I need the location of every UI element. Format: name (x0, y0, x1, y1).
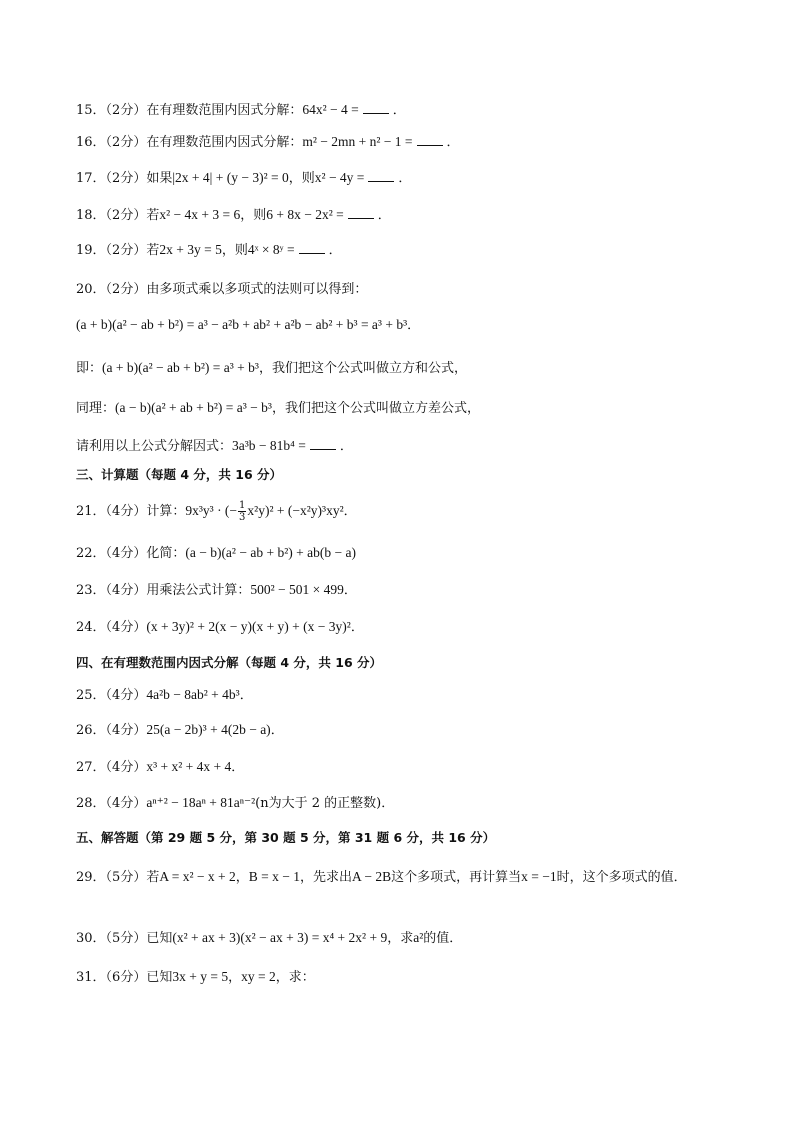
question-number: 16． (76, 135, 106, 150)
question-number: 23． (76, 583, 106, 598)
question-text: 已知 (146, 931, 173, 946)
question-points: （4分） (105, 620, 147, 635)
question-number: 28． (76, 796, 106, 811)
question-points: （4分） (105, 760, 147, 775)
question-text: ， (228, 970, 242, 985)
question-math: x² − 4x + 3 = 6 (159, 207, 241, 222)
question-text: 这个多项式，再计算当 (391, 870, 522, 885)
question-points: （2分） (105, 208, 147, 223)
question-math: a² (413, 930, 424, 945)
section-4-title: 四、在有理数范围内因式分解（每题 4 分，共 16 分） (76, 655, 383, 670)
question-math: 64x² − 4 = (302, 102, 359, 117)
question-math: (a − b)(a² − ab + b²) + ab(b − a) (185, 545, 356, 560)
question-text: 若 (146, 243, 160, 258)
question-text: 同理： (76, 401, 116, 416)
question-math: x³ + x² + 4x + 4 (146, 759, 232, 774)
question-text: 时，这个多项式的值． (556, 870, 687, 885)
question-text: 若 (146, 870, 160, 885)
question-text: ， (235, 870, 249, 885)
question-math: 4a²b − 8ab² + 4b³ (146, 687, 240, 702)
question-27 (76, 757, 734, 778)
question-text: 即： (76, 361, 103, 376)
question-end: ． (343, 504, 357, 519)
question-23 (76, 580, 734, 601)
question-text: 的值． (423, 931, 463, 946)
question-end: ． (392, 103, 406, 118)
question-math: |2x + 4| + (y − 3)² = 0 (172, 170, 289, 185)
question-end: ． (350, 620, 364, 635)
question-text: ，则 (221, 243, 248, 258)
question-points: （6分） (105, 970, 147, 985)
question-end: ． (231, 760, 245, 775)
question-points: （5分） (105, 931, 147, 946)
answer-blank (417, 133, 443, 146)
question-end: ． (339, 439, 353, 454)
question-text: 由多项式乘以多项式的法则可以得到： (146, 282, 368, 297)
question-26 (76, 720, 734, 741)
question-points: （4分） (105, 583, 147, 598)
question-17 (76, 168, 734, 189)
question-math: 6 + 8x − 2x² = (266, 207, 344, 222)
answer-blank (368, 169, 394, 182)
question-math: (a − b)(a² + ab + b²) = a³ − b³ (115, 400, 272, 415)
question-points: （4分） (105, 723, 147, 738)
question-text: 若 (146, 208, 160, 223)
question-31 (76, 967, 734, 988)
question-text: ，则 (288, 171, 315, 186)
q20-task (76, 436, 734, 457)
question-number: 20． (76, 282, 106, 297)
question-number: 29． (76, 870, 106, 885)
question-end: ． (328, 243, 342, 258)
question-math: x² − 4y = (314, 170, 365, 185)
question-points: （4分） (105, 546, 147, 561)
question-end: ． (398, 171, 412, 186)
question-math: (a + b)(a² − ab + b²) = a³ + b³ (102, 360, 259, 375)
answer-blank (363, 101, 389, 114)
question-text: 已知 (146, 970, 173, 985)
question-points: （4分） (105, 796, 147, 811)
question-points: （5分） (105, 870, 147, 885)
question-text: 在有理数范围内因式分解： (146, 103, 303, 118)
question-number: 21． (76, 504, 106, 519)
question-points: （4分） (105, 688, 147, 703)
question-text: 用乘法公式计算： (146, 583, 251, 598)
q20-sum-formula (76, 358, 734, 379)
question-math: A − 2B (352, 869, 392, 884)
question-number: 30． (76, 931, 106, 946)
section-5-title: 五、解答题（第 29 题 5 分，第 30 题 5 分，第 31 题 6 分，共 16 分） (76, 830, 496, 845)
question-text: ，则 (240, 208, 267, 223)
question-21 (76, 500, 734, 523)
question-text: ，我们把这个公式叫做立方和公式， (258, 361, 467, 376)
question-28 (76, 793, 734, 814)
question-19 (76, 240, 734, 261)
question-text: 请利用以上公式分解因式： (76, 439, 233, 454)
question-number: 24． (76, 620, 106, 635)
question-end: ． (446, 135, 460, 150)
question-points: （2分） (105, 171, 147, 186)
answer-blank (299, 241, 325, 254)
question-text: ，先求出 (300, 870, 353, 885)
question-number: 22． (76, 546, 106, 561)
question-math: 3x + y = 5 (172, 969, 229, 984)
question-math: m² − 2mn + n² − 1 = (302, 134, 413, 149)
question-math: 9x³y³ · (− (185, 503, 238, 518)
question-math: (x² + ax + 3)(x² − ax + 3) = x⁴ + 2x² + 9 (172, 930, 388, 945)
question-18 (76, 205, 734, 226)
question-text: ，求： (275, 970, 315, 985)
question-math: 25(a − 2b)³ + 4(2b − a) (146, 722, 271, 737)
question-points: （2分） (105, 282, 147, 297)
q20-expansion (76, 315, 734, 336)
question-math: x = −1 (521, 869, 557, 884)
question-30 (76, 928, 734, 949)
q20-diff-formula (76, 398, 734, 419)
question-24 (76, 617, 734, 638)
question-number: 25． (76, 688, 106, 703)
question-text: 在有理数范围内因式分解： (146, 135, 303, 150)
question-number: 27． (76, 760, 106, 775)
question-16 (76, 132, 734, 153)
question-15 (76, 100, 734, 121)
question-math: aⁿ⁺² − 18aⁿ + 81aⁿ⁻² (146, 795, 256, 810)
question-math: 4ˣ × 8ʸ = (247, 242, 295, 257)
question-29 (76, 862, 734, 893)
question-points: （4分） (105, 504, 147, 519)
question-25 (76, 685, 734, 706)
question-20 (76, 280, 734, 300)
question-points: （2分） (105, 135, 147, 150)
question-number: 18． (76, 208, 106, 223)
question-math: x²y)² + (−x²y)³xy² (247, 503, 344, 518)
question-end: ． (270, 723, 284, 738)
question-math: 3a³b − 81b⁴ = (232, 438, 306, 453)
question-math: 500² − 501 × 499 (250, 582, 344, 597)
question-text: 如果 (146, 171, 173, 186)
fraction (238, 500, 246, 523)
answer-blank (310, 437, 336, 450)
question-text: 化简： (146, 546, 186, 561)
question-math: A = x² − x + 2 (159, 869, 236, 884)
question-math: (x + 3y)² + 2(x − y)(x + y) + (x − 3y)² (146, 619, 351, 634)
question-math: xy = 2 (241, 969, 276, 984)
question-number: 15． (76, 103, 106, 118)
question-end: (n为大于 2 的正整数)． (255, 796, 395, 811)
question-end: ． (343, 583, 357, 598)
question-math: 2x + 3y = 5 (159, 242, 222, 257)
section-3-title: 三、计算题（每题 4 分，共 16 分） (76, 467, 283, 482)
answer-blank (348, 206, 374, 219)
question-end: ． (377, 208, 391, 223)
question-points: （2分） (105, 103, 147, 118)
fraction-denominator: 3 (239, 512, 246, 523)
question-number: 19． (76, 243, 106, 258)
question-math: (a + b)(a² − ab + b²) = a³ − a²b + ab² + a²b − ab² + b³ = a³ + b³ (76, 317, 408, 332)
question-number: 17． (76, 171, 106, 186)
question-22 (76, 543, 734, 564)
question-text: 计算： (146, 504, 186, 519)
question-text: ，我们把这个公式叫做立方差公式， (271, 401, 480, 416)
question-math: B = x − 1 (248, 869, 300, 884)
question-end: ． (407, 318, 421, 333)
question-number: 31． (76, 970, 106, 985)
question-number: 26． (76, 723, 106, 738)
question-text: ，求 (387, 931, 414, 946)
question-end: ． (239, 688, 253, 703)
question-points: （2分） (105, 243, 147, 258)
fraction-numerator: 1 (239, 500, 246, 511)
